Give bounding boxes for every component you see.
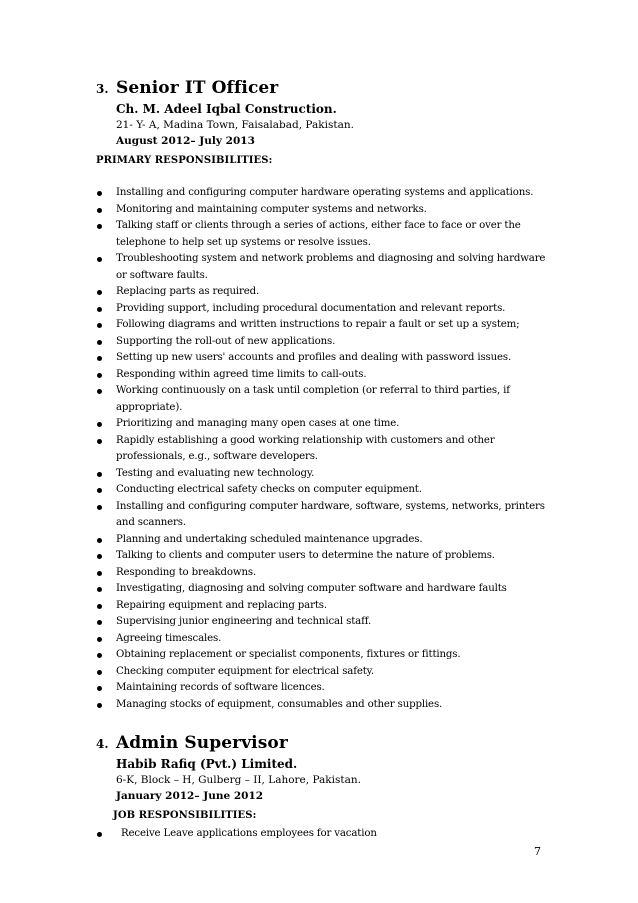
bullet-icon [97,604,102,609]
responsibility-text: Planning and undertaking scheduled maintenance upgrades. [116,533,423,545]
job-title: Admin Supervisor [116,733,288,753]
responsibility-item [96,466,546,483]
responsibility-item [96,367,546,384]
bullet-icon [97,670,102,675]
company-address: 21- Y- A, Madina Town, Faisalabad, Pakistan. [116,119,354,131]
bullet-icon [97,340,102,345]
bullet-icon [97,191,102,196]
responsibility-text: Responding to breakdowns. [116,566,257,578]
employment-dates: January 2012– June 2012 [116,790,264,802]
bullet-icon [97,439,102,444]
responsibility-text: Talking to clients and computer users to determine the nature of problems. [116,550,495,561]
bullet-icon [97,488,102,493]
responsibility-item [96,202,546,219]
job-section-senior-it-officer [96,78,566,149]
responsibility-item [96,697,546,714]
responsibility-text: Monitoring and maintaining computer systems and networks. [116,203,427,215]
responsibility-item [96,499,546,532]
bullet-icon [97,505,102,510]
responsibility-text: Investigating, diagnosing and solving computer software and hardware faults [116,583,507,594]
responsibility-text: Receive Leave applications employees for vacation [121,828,377,839]
responsibility-item [96,548,546,565]
responsibilities-list [96,185,546,713]
responsibility-text: Talking staff or clients through a series of actions, either face to face or over the telephone to help set up systems or resolve issues. [116,220,521,248]
bullet-icon [97,653,102,658]
bullet-icon [97,389,102,394]
responsibility-text: Prioritizing and managing many open cases at one time. [116,418,400,429]
employment-dates: August 2012– July 2013 [116,135,255,147]
bullet-icon [97,356,102,361]
responsibility-text: Supporting the roll-out of new applications. [116,335,336,347]
responsibility-text: Agreeing timescales. [116,632,222,644]
responsibility-text: Supervising junior engineering and technical staff. [116,616,372,627]
responsibility-item [96,218,546,251]
bullet-icon [97,472,102,477]
bullet-icon [97,620,102,625]
responsibility-text: Working continuously on a task until completion (or referral to third parties, if appropriate). [116,385,510,413]
page-number: 7 [534,845,541,858]
responsibility-text: Installing and configuring computer hardware operating systems and applications. [116,187,534,198]
bullet-icon [97,637,102,642]
responsibility-text: Troubleshooting system and network problems and diagnosing and solving hardware or software faults. [116,253,546,281]
responsibility-text: Testing and evaluating new technology. [116,467,315,479]
bullet-icon [97,307,102,312]
bullet-icon [97,373,102,378]
job-heading [96,733,566,753]
responsibility-text: Maintaining records of software licences. [116,682,325,693]
responsibility-item [96,664,546,681]
responsibility-item [96,631,546,648]
responsibilities-list [96,826,546,843]
job-number: 3. [96,82,109,96]
responsibility-item [96,251,546,284]
responsibility-item [96,482,546,499]
responsibility-text: Providing support, including procedural documentation and relevant reports. [116,302,506,314]
responsibility-text: Obtaining replacement or specialist components, fixtures or fittings. [116,649,461,660]
responsibilities-heading: PRIMARY RESPONSIBILITIES: [96,155,273,166]
bullet-icon [97,422,102,427]
responsibilities-heading: JOB RESPONSIBILITIES: [113,810,257,821]
bullet-icon [97,571,102,576]
bullet-icon [97,832,102,837]
responsibility-text: Managing stocks of equipment, consumables and other supplies. [116,698,443,710]
job-section-admin-supervisor [96,733,566,804]
responsibility-text: Rapidly establishing a good working relationship with customers and other professionals, e.g., software developers. [116,434,495,462]
bullet-icon [97,686,102,691]
bullet-icon [97,587,102,592]
responsibility-item [96,301,546,318]
job-number: 4. [96,737,109,751]
responsibility-item [96,185,546,202]
responsibility-item [96,565,546,582]
responsibility-item [96,383,546,416]
job-heading [96,78,566,98]
responsibility-item [96,826,546,843]
bullet-icon [97,703,102,708]
responsibility-text: Responding within agreed time limits to call-outs. [116,368,367,380]
responsibility-text: Replacing parts as required. [116,286,260,297]
responsibility-item [96,334,546,351]
bullet-icon [97,208,102,213]
responsibility-text: Installing and configuring computer hardware, software, systems, networks, printers and scanners. [116,500,545,528]
bullet-icon [97,290,102,295]
bullet-icon [97,323,102,328]
bullet-icon [97,538,102,543]
responsibility-item [96,416,546,433]
responsibility-item [96,284,546,301]
responsibility-text: Checking computer equipment for electrical safety. [116,665,374,677]
responsibility-item [96,598,546,615]
responsibility-item [96,614,546,631]
responsibility-text: Following diagrams and written instructions to repair a fault or set up a system; [116,319,520,330]
responsibility-item [96,647,546,664]
company-name: Ch. M. Adeel Iqbal Construction. [116,102,337,116]
company-name: Habib Rafiq (Pvt.) Limited. [116,757,298,771]
responsibility-text: Setting up new users' accounts and profiles and dealing with password issues. [116,352,512,363]
responsibility-item [96,680,546,697]
responsibility-item [96,433,546,466]
responsibility-text: Repairing equipment and replacing parts. [116,599,327,611]
responsibility-text: Conducting electrical safety checks on computer equipment. [116,484,422,495]
company-address: 6-K, Block – H, Gulberg – II, Lahore, Pakistan. [116,774,361,786]
responsibility-item [96,350,546,367]
responsibility-item [96,532,546,549]
job-title: Senior IT Officer [116,78,279,98]
bullet-icon [97,224,102,229]
responsibility-item [96,581,546,598]
bullet-icon [97,554,102,559]
bullet-icon [97,257,102,262]
responsibility-item [96,317,546,334]
